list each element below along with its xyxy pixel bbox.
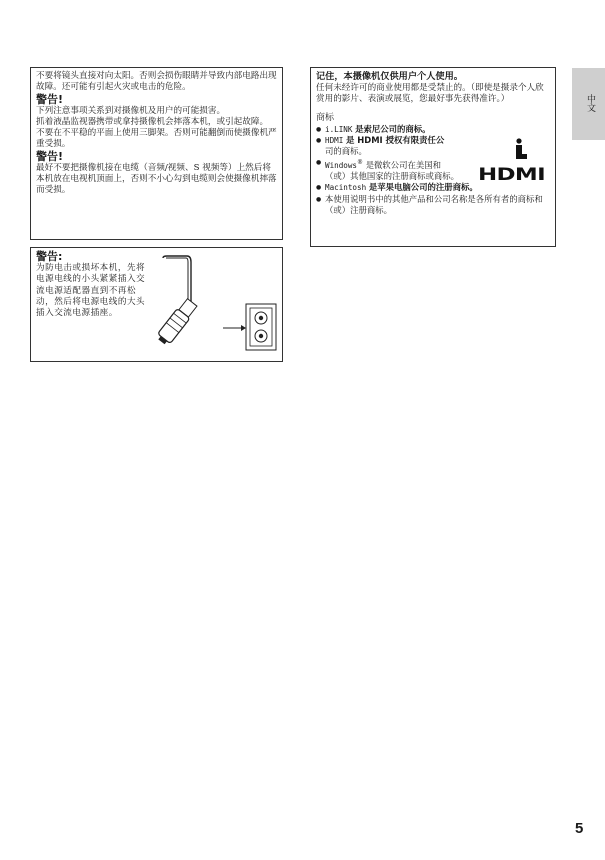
trademarks-title: 商标 [316, 112, 335, 123]
macintosh-name: Macintosh [325, 183, 367, 193]
power-cord-warning-box [30, 247, 283, 362]
trademark-item-others [316, 194, 550, 216]
trademark-item-ilink [316, 124, 550, 135]
hdmi-text-2: 司的商标。 [325, 146, 367, 156]
power-warning-text: 为防电击或损坏本机，先将电源电线的小头紧紧插入交流电源适配器直到不再松动，然后将电源电线的大头插入交流电源插座。 [36, 263, 146, 319]
ilink-name: i.LINK [325, 124, 353, 134]
warning1-line: 不要在不平稳的平面上使用三脚架。否则可能翻倒而使摄像机严重受损。 [36, 128, 277, 150]
ilink-text: 是索尼公司的商标。 [355, 123, 431, 134]
power-cord-illustration [149, 252, 281, 360]
warning1-line: 抓着液晶监视器携带或拿持摄像机会摔落本机，或引起故障。 [36, 116, 269, 127]
language-tab [572, 68, 605, 140]
registered-mark: ® [357, 159, 364, 167]
warning2-text: 最好不要把摄像机接在电缆（音频/视频、S 视频等）上然后将本机放在电视机顶面上，否则不小心勾到电缆则会使摄像机摔落而受损。 [36, 162, 277, 196]
power-warning-title: 警告: [36, 250, 63, 263]
hdmi-logo-text: HDMI [478, 165, 545, 185]
warning-title-2: 警告! [36, 149, 64, 163]
trademarks-box [310, 67, 556, 247]
sun-warning-text: 不要将镜头直接对向太阳。否则会损伤眼睛并导致内部电路出现故障。还可能有引起火灾或电击的危险。 [36, 71, 277, 93]
personal-use-heading: 记住，本摄像机仅供用户个人使用。 [316, 71, 463, 82]
personal-use-text: 任何未经许可的商业使用都是受禁止的。（即使是摄录个人欣赏用的影片、表演或展览，您最好事先获得准许。） [316, 83, 544, 105]
hdmi-name: HDMI [325, 135, 344, 145]
precautions-box [30, 67, 283, 240]
macintosh-text: 是苹果电脑公司的注册商标。 [368, 182, 478, 193]
others-text: 本使用说明书中的其他产品和公司名称是各所有者的商标和（或）注册商标。 [325, 193, 543, 215]
warning1-line: 下列注意事项关系到对摄像机及用户的可能损害。 [36, 105, 226, 116]
windows-name: Windows [325, 161, 358, 170]
windows-text-2: （或）其他国家的注册商标或商标。 [325, 171, 459, 182]
ilink-logo-icon [513, 138, 529, 160]
page-number: 5 [575, 820, 584, 837]
language-tab-label: 中文 [585, 94, 595, 112]
windows-text-1: 是微软公司在美国和 [365, 160, 442, 170]
warning-title-1: 警告! [36, 92, 64, 106]
hdmi-logo [478, 165, 545, 185]
hdmi-text-1: 是 HDMI 授权有限责任公 [345, 134, 445, 145]
